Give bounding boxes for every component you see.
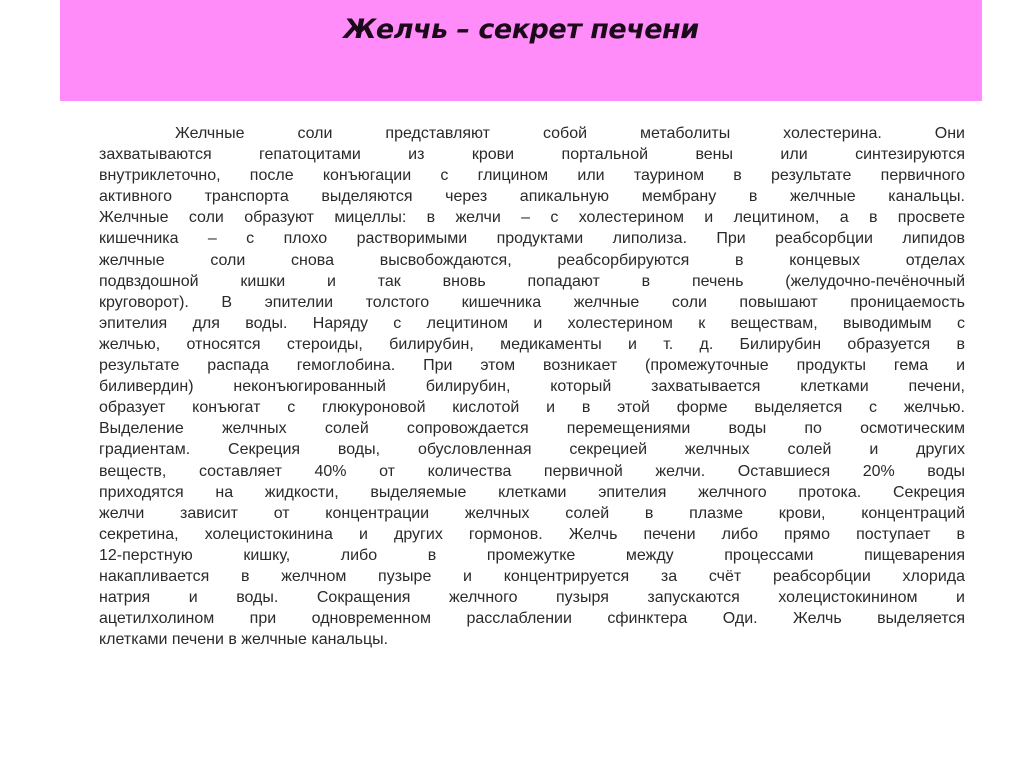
- paragraph-line: градиентам. Секреция воды, обусловленная секрецией желчных солей и других: [99, 441, 965, 459]
- paragraph-line: клетками печени в желчные канальцы.: [99, 631, 389, 649]
- paragraph-line: внутриклеточно, после конъюгации с глицином или таурином в результате первичного: [99, 167, 965, 185]
- paragraph-line: Желчные соли образуют мицеллы: в желчи – с холестерином и лецитином, а в просвете: [99, 209, 965, 227]
- paragraph-line: результате распада гемоглобина. При этом возникает (промежуточные продукты гема и: [99, 357, 965, 375]
- paragraph-line: образует конъюгат с глюкуроновой кислотой и в этой форме выделяется с желчью.: [99, 399, 965, 417]
- paragraph-line: натрия и воды. Сокращения желчного пузыря запускаются холецистокинином и: [99, 589, 965, 607]
- paragraph-line: биливердин) неконъюгированный билирубин, который захватывается клетками печени,: [99, 378, 965, 396]
- slide-title: Желчь – секрет печени: [343, 14, 699, 45]
- paragraph-line: желчью, относятся стероиды, билирубин, медикаменты и т. д. Билирубин образуется в: [99, 335, 965, 353]
- slide-body-text: [99, 123, 965, 650]
- paragraph-line: захватываются гепатоцитами из крови портальной вены или синтезируются: [99, 146, 965, 164]
- paragraph-line: эпителия для воды. Наряду с лецитином и холестерином к веществам, выводимым с: [99, 314, 965, 332]
- paragraph-line: Желчные соли представляют собой метаболиты холестерина. Они: [175, 125, 965, 142]
- paragraph-line: желчные соли снова высвобождаются, реабсорбируются в концевых отделах: [99, 251, 965, 269]
- paragraph-line: желчи зависит от концентрации желчных солей в плазме крови, концентраций: [99, 504, 965, 522]
- paragraph-line: веществ, составляет 40% от количества первичной желчи. Оставшиеся 20% воды: [99, 462, 965, 480]
- paragraph-line: секретина, холецистокинина и других гормонов. Желчь печени либо прямо поступает в: [99, 525, 965, 543]
- paragraph-line: приходятся на жидкости, выделяемые клетками эпителия желчного протока. Секреция: [99, 483, 965, 501]
- paragraph-line: Выделение желчных солей сопровождается перемещениями воды по осмотическим: [99, 420, 965, 438]
- paragraph-line: активного транспорта выделяются через апикальную мембрану в желчные канальцы.: [99, 188, 965, 206]
- paragraph-line: ацетилхолином при одновременном расслаблении сфинктера Оди. Желчь выделяется: [99, 610, 965, 628]
- paragraph-line: 12-перстную кишку, либо в промежутке между процессами пищеварения: [99, 546, 965, 564]
- paragraph-line: подвздошной кишки и так вновь попадают в печень (желудочно-печёночный: [99, 272, 965, 290]
- paragraph-line: круговорот). В эпителии толстого кишечника желчные соли повышают проницаемость: [99, 293, 965, 311]
- paragraph-line: кишечника – с плохо растворимыми продуктами липолиза. При реабсорбции липидов: [99, 230, 965, 248]
- paragraph-line: накапливается в желчном пузыре и концентрируется за счёт реабсорбции хлорида: [99, 567, 965, 585]
